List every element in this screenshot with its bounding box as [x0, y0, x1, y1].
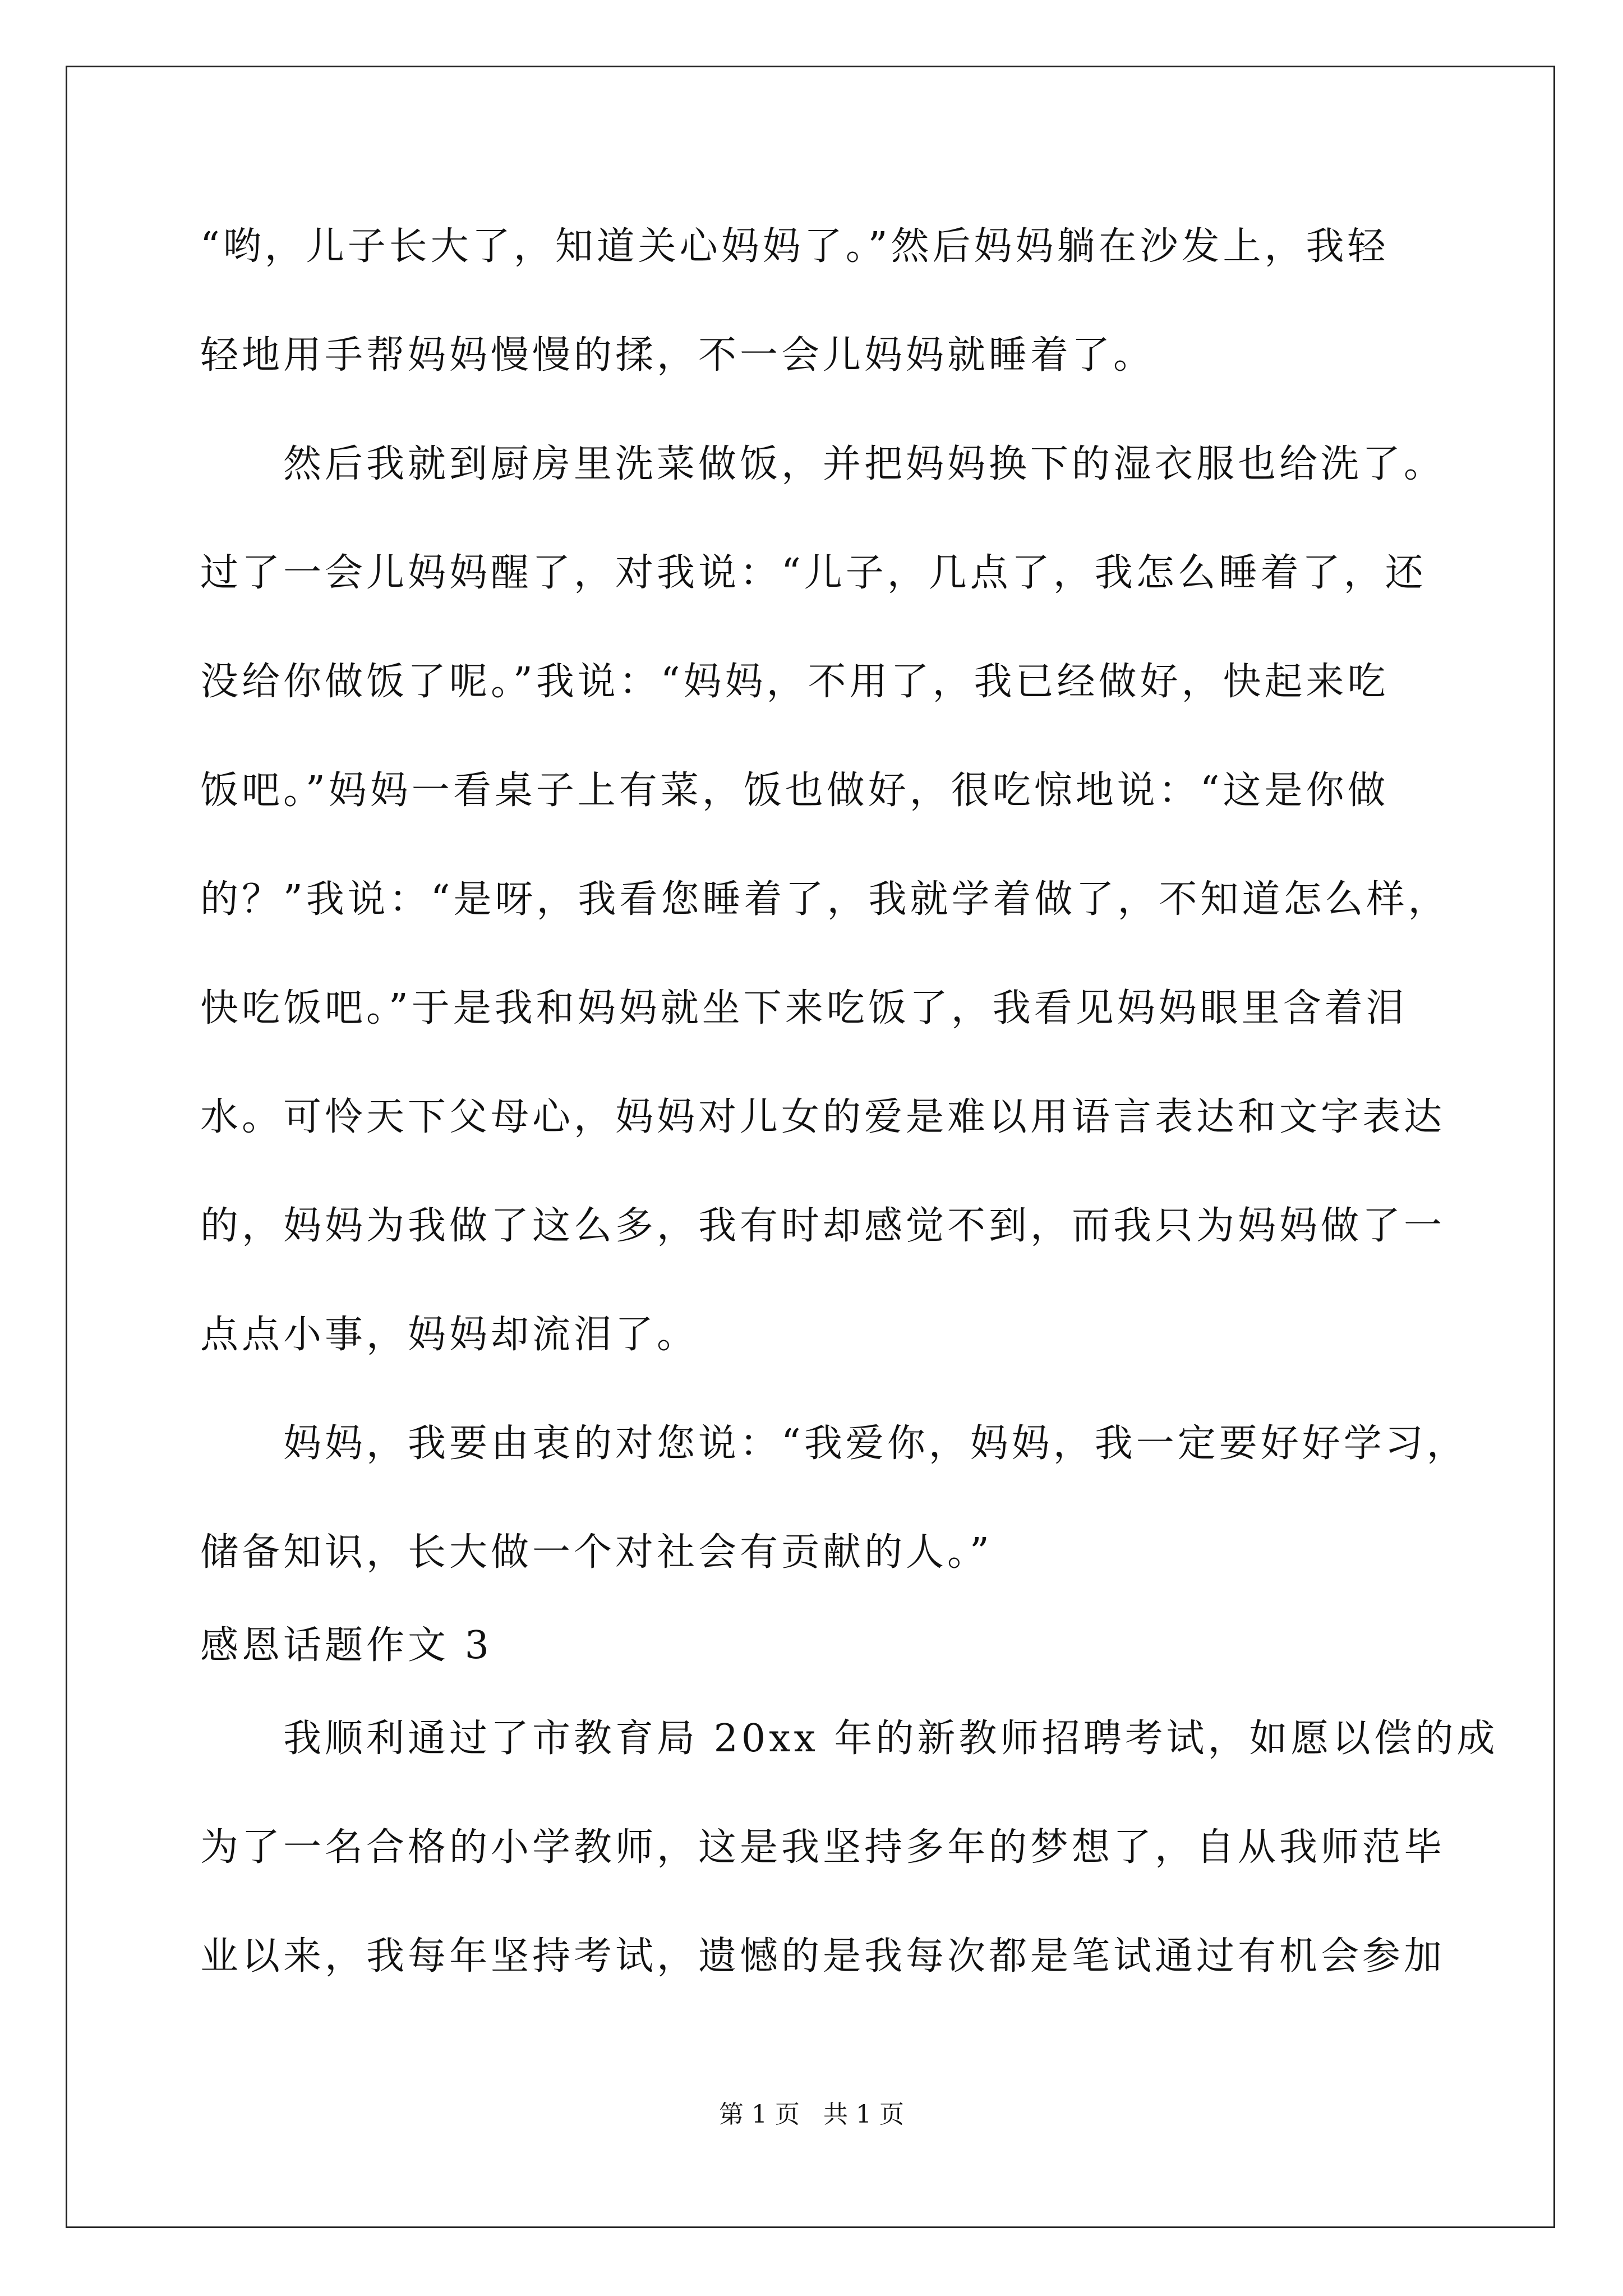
text-line: 的，妈妈为我做了这么多，我有时却感觉不到，而我只为妈妈做了一: [200, 1204, 1446, 1248]
text-line: 没给你做饭了呢。”我说：“妈妈，不用了，我已经做好，快起来吃: [200, 660, 1389, 704]
text-line: 储备知识，长大做一个对社会有贡献的人。”: [200, 1530, 993, 1575]
text-line: 饭吧。”妈妈一看桌子上有菜，饭也做好，很吃惊地说：“这是你做: [200, 769, 1389, 813]
text-line: 快吃饭吧。”于是我和妈妈就坐下来吃饭了，我看见妈妈眼里含着泪: [200, 986, 1408, 1030]
text-line: 的？”我说：“是呀，我看您睡着了，我就学着做了，不知道怎么样，: [200, 877, 1450, 922]
text-line: 点点小事，妈妈却流泪了。: [200, 1313, 699, 1357]
text-line: 过了一会儿妈妈醒了，对我说：“儿子，几点了，我怎么睡着了，还: [200, 551, 1427, 595]
text-line: “哟，儿子长大了，知道关心妈妈了。”然后妈妈躺在沙发上，我轻: [200, 224, 1389, 269]
paragraph-first-line: 然后我就到厨房里洗菜做饭，并把妈妈换下的湿衣服也给洗了。: [283, 442, 1446, 486]
text-line: 业以来，我每年坚持考试，遗憾的是我每次都是笔试通过有机会参加: [200, 1934, 1446, 1978]
text-line: 水。可怜天下父母心，妈妈对儿女的爱是难以用语言表达和文字表达: [200, 1095, 1446, 1139]
text-line: 轻地用手帮妈妈慢慢的揉，不一会儿妈妈就睡着了。: [200, 333, 1155, 378]
document-body: [200, 213, 1498, 2032]
section-heading: 感恩话题作文 3: [200, 1623, 492, 1668]
paragraph-first-line: 妈妈，我要由衷的对您说：“我爱你，妈妈，我一定要好好学习，: [283, 1421, 1468, 1466]
page-footer: 第 1 页 共 1 页: [719, 2100, 904, 2129]
text-line: 为了一名合格的小学教师，这是我坚持多年的梦想了，自从我师范毕: [200, 1825, 1446, 1870]
paragraph-first-line: 我顺利通过了市教育局 20xx 年的新教师招聘考试，如愿以偿的成: [283, 1717, 1498, 1761]
